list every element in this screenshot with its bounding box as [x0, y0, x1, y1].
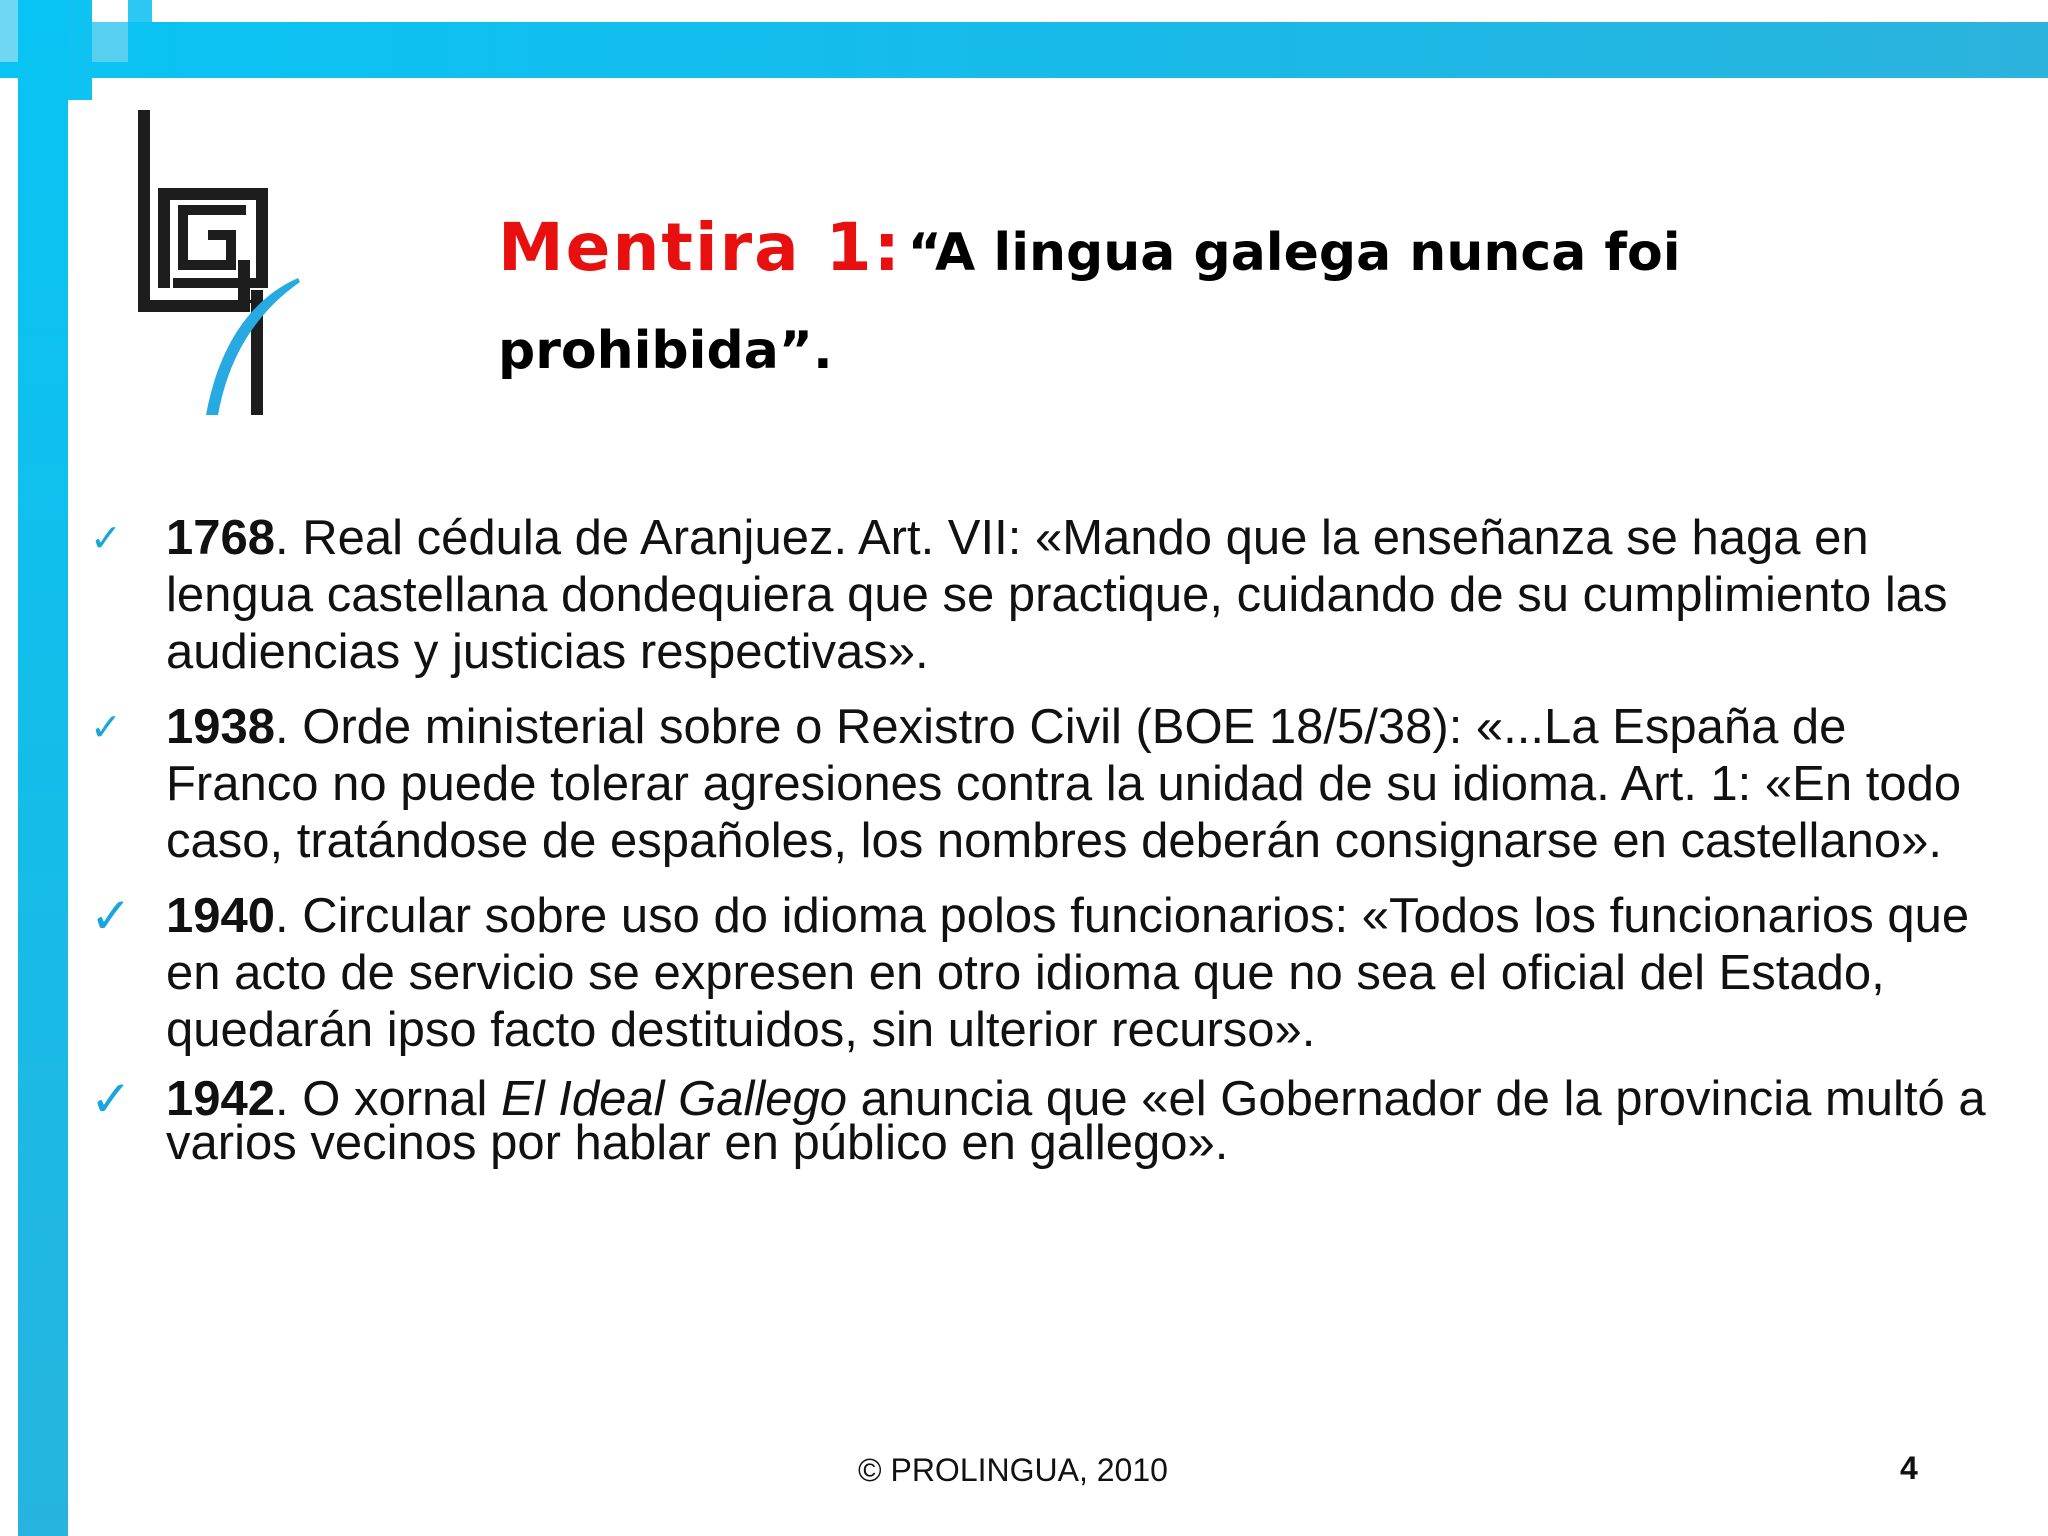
corner-square — [0, 0, 18, 62]
checkmark-icon: ✓ — [90, 887, 132, 945]
bullet-year: 1938 — [166, 700, 276, 754]
newspaper-name: El Ideal Gallego — [501, 1072, 847, 1126]
checkmark-icon: ✓ — [90, 1070, 132, 1128]
footer-copyright: © PROLINGUA, 2010 — [858, 1452, 1168, 1488]
list-item — [86, 888, 2006, 1059]
bullet-list — [86, 510, 2006, 1183]
left-accent-bar — [18, 0, 68, 1536]
bullet-text: anuncia que «el Gobernador de la provincia multó a varios vecinos por hablar en público en gallego». — [166, 1072, 1986, 1170]
corner-square — [128, 0, 152, 22]
bullet-text: . O xornal — [275, 1072, 502, 1126]
prolingua-logo-icon — [128, 110, 308, 420]
bullet-text: . Orde ministerial sobre o Rexistro Civil (BOE 18/5/38): «...La España de Franco no puede tolerar agresiones contra la unidad de su idioma. Art. 1: «En todo caso, tratándose de españoles, los nombres deberán consignarse en castellano». — [166, 700, 1962, 868]
checkmark-icon: ✓ — [90, 705, 122, 749]
bullet-year: 1768 — [166, 511, 276, 565]
page-number: 4 — [1900, 1450, 1918, 1486]
top-accent-bar — [0, 22, 2048, 78]
list-item — [86, 510, 2006, 681]
bullet-text: . Circular sobre uso do idioma polos funcionarios: «Todos los funcionarios que en acto de servicio se expresen en otro idioma que no sea el oficial del Estado, quedarán ipso facto destituidos, sin ulterior recurso». — [166, 889, 1970, 1057]
bullet-year: 1942 — [166, 1072, 276, 1126]
slide-title — [498, 205, 1918, 406]
corner-square — [68, 0, 92, 100]
title-label: Mentira 1: — [498, 209, 902, 286]
list-item — [86, 1070, 2006, 1170]
bullet-year: 1940 — [166, 889, 276, 943]
title-quote: “A lingua galega nunca foi prohibida”. — [498, 223, 1681, 381]
list-item — [86, 699, 2006, 870]
corner-square — [92, 22, 128, 62]
checkmark-icon: ✓ — [90, 516, 122, 560]
bullet-text: . Real cédula de Aranjuez. Art. VII: «Mando que la enseñanza se haga en lengua castellana dondequiera que se practique, cuidando de su cumplimiento las audiencias y justicias respectivas». — [166, 511, 1948, 679]
